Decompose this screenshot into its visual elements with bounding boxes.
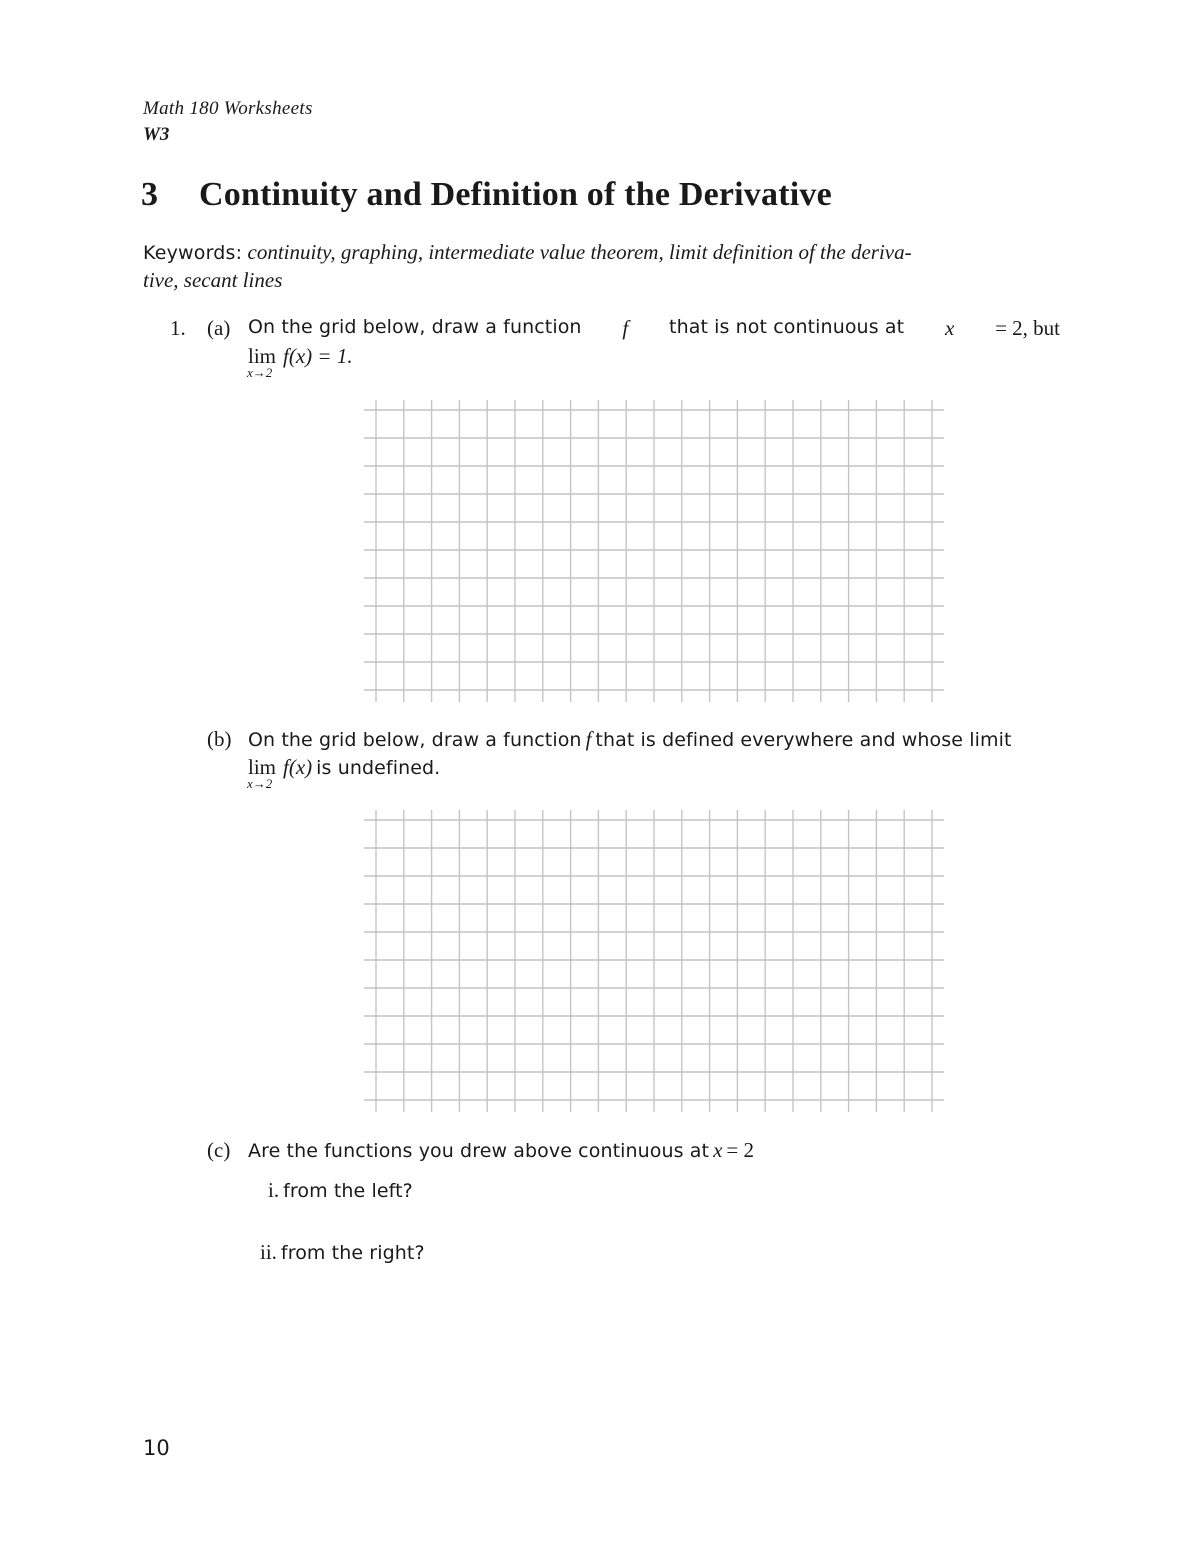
part-a-line-1 xyxy=(248,316,1060,341)
keywords-line-1 xyxy=(143,240,912,265)
part-a-lim-sub: x→2 xyxy=(247,365,273,380)
part-b-lim-word: lim xyxy=(248,755,277,779)
part-c-item-i xyxy=(268,1178,413,1203)
part-c-var-x: x xyxy=(713,1138,723,1162)
part-b-text-post: that is defined everywhere and whose limit xyxy=(595,729,1012,751)
part-b-expr: f(x) xyxy=(283,755,313,779)
part-c-item-ii xyxy=(260,1240,425,1265)
worksheet-code: W3 xyxy=(143,124,170,145)
part-a-var-x: x xyxy=(944,316,955,340)
part-a-text-pre: On the grid below, draw a function xyxy=(248,316,582,338)
part-a-var-f: f xyxy=(622,316,629,340)
part-a-equals: = 2, but xyxy=(995,316,1060,340)
part-a-text-mid: that is not continuous at xyxy=(669,316,905,338)
section-number: 3 xyxy=(141,176,158,213)
item-ii-text: from the right? xyxy=(280,1242,425,1264)
keywords-list-1: continuity, graphing, intermediate value theorem, limit definition of the deriva- xyxy=(247,240,912,264)
keywords-label: Keywords: xyxy=(143,242,243,264)
part-b-limit xyxy=(247,755,277,791)
part-c-text-post: = 2 xyxy=(726,1138,755,1162)
item-i-text: from the left? xyxy=(283,1180,413,1202)
item-i-label: i. xyxy=(268,1178,280,1202)
keywords-line-2: tive, secant lines xyxy=(143,268,283,292)
part-b-text-pre: On the grid below, draw a function xyxy=(248,729,582,751)
part-a-limit xyxy=(247,344,277,380)
section-title: Continuity and Definition of the Derivative xyxy=(199,176,832,213)
question-number: 1. xyxy=(170,316,186,340)
part-a-lim-word: lim xyxy=(248,344,277,368)
part-b-label: (b) xyxy=(207,727,232,751)
page-number: 10 xyxy=(143,1436,170,1460)
graph-grid-b[interactable] xyxy=(364,808,946,1114)
part-c-line xyxy=(248,1138,754,1163)
course-header: Math 180 Worksheets xyxy=(143,98,313,119)
part-b-lim-sub: x→2 xyxy=(247,776,273,791)
part-b-text-post-2: is undefined. xyxy=(316,757,441,779)
part-c-label: (c) xyxy=(207,1138,231,1162)
graph-grid-a[interactable] xyxy=(364,398,946,704)
part-a-expr: f(x) = 1. xyxy=(283,344,353,368)
part-a-line-2 xyxy=(247,344,353,380)
part-b-line-1 xyxy=(248,727,1012,752)
part-a-label: (a) xyxy=(207,316,231,340)
part-c-text-pre: Are the functions you drew above continuous at xyxy=(248,1140,710,1162)
part-b-var-f: f xyxy=(585,727,592,751)
part-b-line-2 xyxy=(247,755,441,791)
item-ii-label: ii. xyxy=(260,1240,277,1264)
